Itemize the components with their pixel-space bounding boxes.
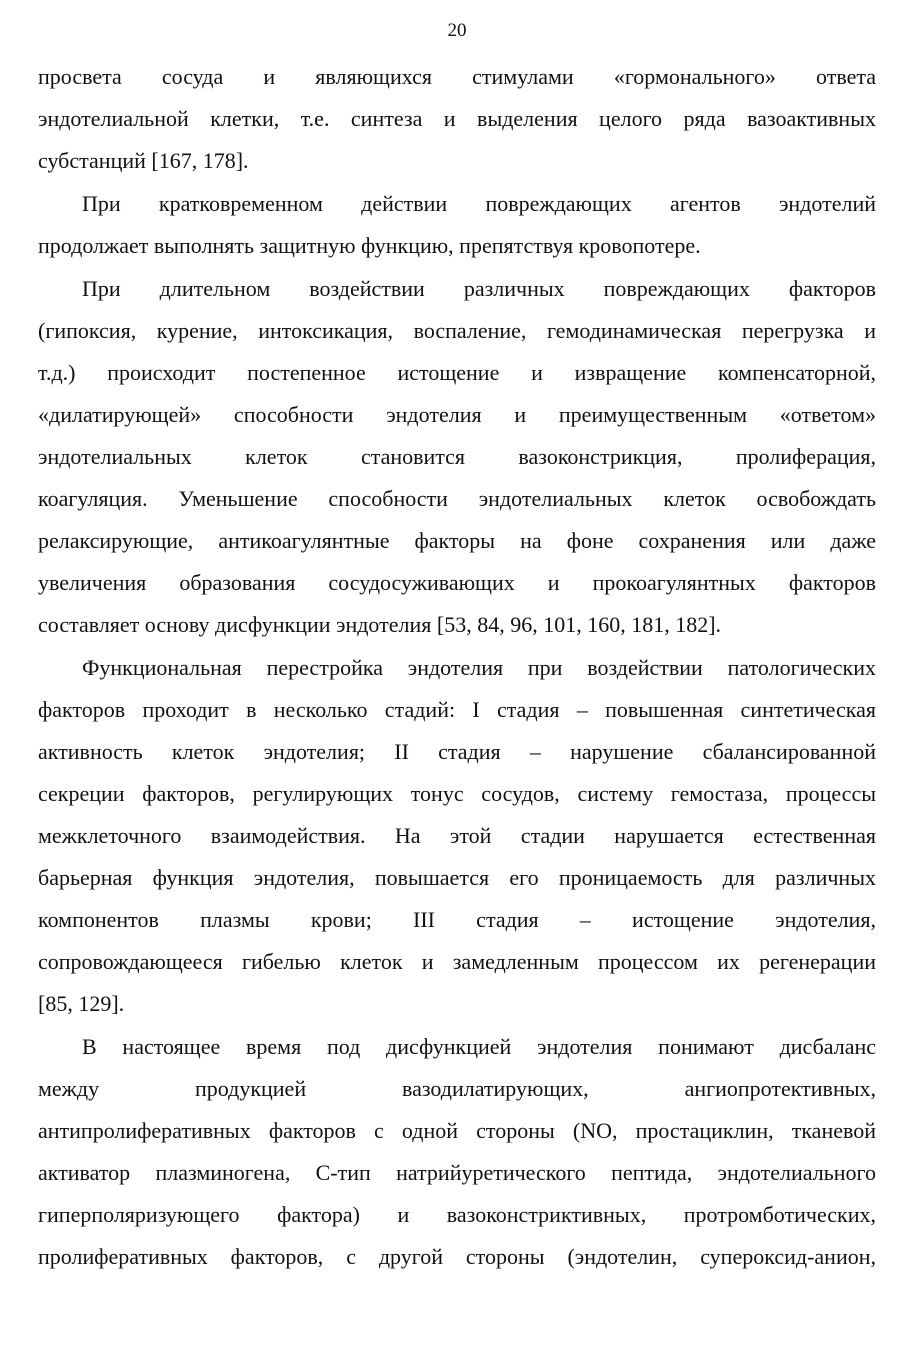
text-line: При длительном воздействии различных повреждающих факторов xyxy=(82,276,876,301)
paragraph xyxy=(38,647,876,1025)
text-line: эндотелиальной клетки, т.е. синтеза и выделения целого ряда вазоактивных xyxy=(38,106,876,131)
text-line: При кратковременном действии повреждающих агентов эндотелий xyxy=(82,191,876,216)
text-line: Функциональная перестройка эндотелия при воздействии патологических xyxy=(82,655,876,680)
paragraph xyxy=(38,183,876,267)
text-line: «дилатирующей» способности эндотелия и преимущественным «ответом» xyxy=(38,402,876,427)
text-line: активность клеток эндотелия; II стадия – нарушение сбалансированной xyxy=(38,739,876,764)
page-body xyxy=(38,56,876,1278)
text-line: субстанций [167, 178]. xyxy=(38,148,249,173)
text-line: релаксирующие, антикоагулянтные факторы на фоне сохранения или даже xyxy=(38,528,876,553)
text-line: антипролиферативных факторов с одной стороны (NO, простациклин, тканевой xyxy=(38,1118,876,1143)
text-line: просвета сосуда и являющихся стимулами «гормонального» ответа xyxy=(38,64,876,89)
page-number: 20 xyxy=(447,20,467,41)
paragraph xyxy=(38,1026,876,1278)
text-line: гиперполяризующего фактора) и вазоконстриктивных, протромботических, xyxy=(38,1202,876,1227)
text-line: пролиферативных факторов, с другой стороны (эндотелин, супероксид-анион, xyxy=(38,1244,876,1269)
text-line: (гипоксия, курение, интоксикация, воспаление, гемодинамическая перегрузка и xyxy=(38,318,876,343)
text-line: эндотелиальных клеток становится вазоконстрикция, пролиферация, xyxy=(38,444,876,469)
text-line: составляет основу дисфункции эндотелия [53, 84, 96, 101, 160, 181, 182]. xyxy=(38,612,722,637)
text-line: [85, 129]. xyxy=(38,991,125,1016)
text-line: активатор плазминогена, C-тип натрийуретического пептида, эндотелиального xyxy=(38,1160,876,1185)
text-line: т.д.) происходит постепенное истощение и извращение компенсаторной, xyxy=(38,360,876,385)
text-line: факторов проходит в несколько стадий: I стадия – повышенная синтетическая xyxy=(38,697,876,722)
text-line: сопровождающееся гибелью клеток и замедленным процессом их регенерации xyxy=(38,949,876,974)
text-line: увеличения образования сосудосуживающих и прокоагулянтных факторов xyxy=(38,570,876,595)
paragraph xyxy=(38,268,876,646)
text-line: коагуляция. Уменьшение способности эндотелиальных клеток освобождать xyxy=(38,486,876,511)
text-line: В настоящее время под дисфункцией эндотелия понимают дисбаланс xyxy=(82,1034,876,1059)
text-line: барьерная функция эндотелия, повышается его проницаемость для различных xyxy=(38,865,876,890)
text-line: межклеточного взаимодействия. На этой стадии нарушается естественная xyxy=(38,823,876,848)
text-line: секреции факторов, регулирующих тонус сосудов, систему гемостаза, процессы xyxy=(38,781,876,806)
paragraph xyxy=(38,56,876,182)
text-line: между продукцией вазодилатирующих, ангиопротективных, xyxy=(38,1076,876,1101)
text-line: компонентов плазмы крови; III стадия – истощение эндотелия, xyxy=(38,907,876,932)
text-line: продолжает выполнять защитную функцию, препятствуя кровопотере. xyxy=(38,233,701,258)
